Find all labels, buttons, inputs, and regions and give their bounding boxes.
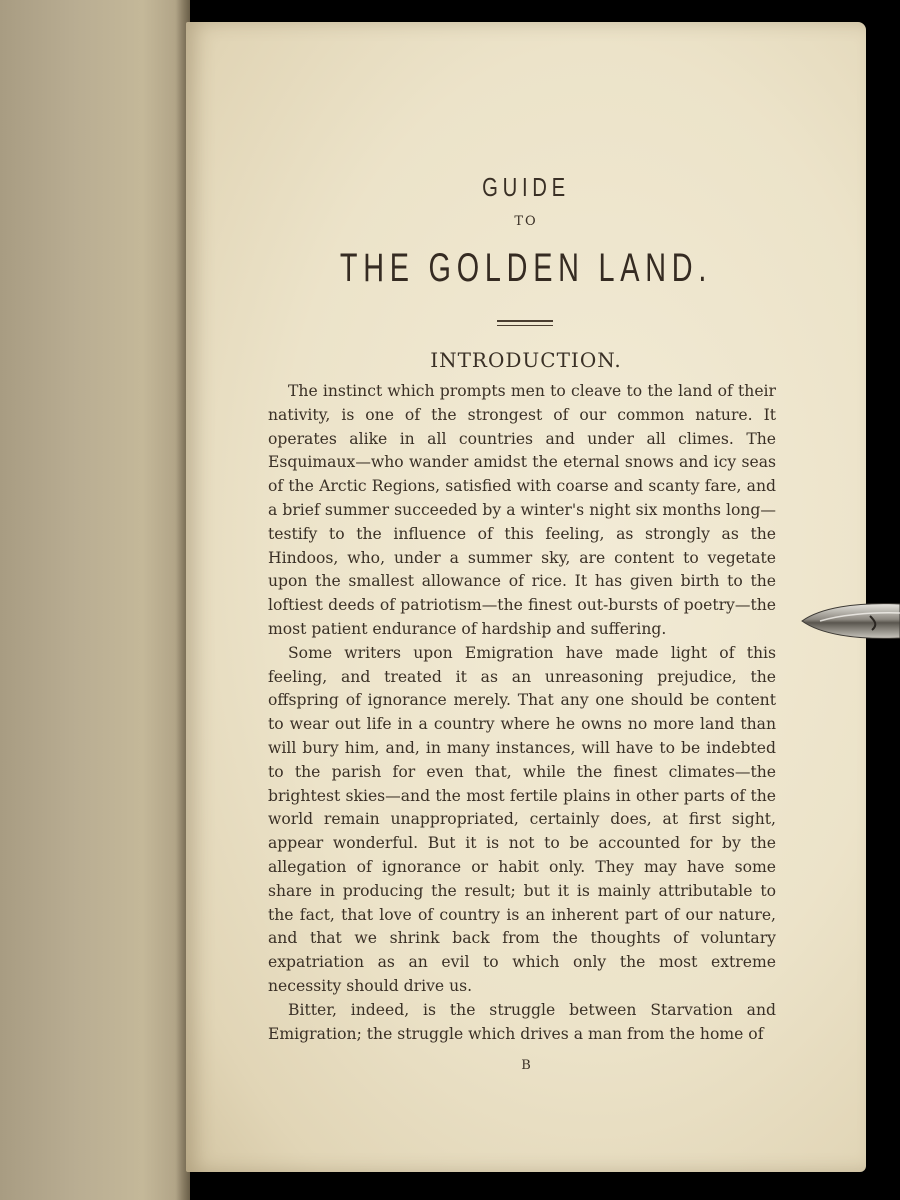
signature-mark: B: [521, 1058, 531, 1073]
title-guide: GUIDE: [482, 172, 570, 202]
book-page: [186, 22, 866, 1172]
title-to: TO: [514, 214, 538, 229]
page-title: THE GOLDEN LAND.: [339, 246, 713, 290]
left-page: [0, 0, 190, 1200]
paragraph: The instinct which prompts men to cleave to the land of their nativity, is one of the strongest of our common nature. It operates alike in all countries and under all climes. The Esquimaux—who wander amidst the eternal snows and icy seas of the Arctic Regions, satisfied with coarse and scanty fare, and a brief summer succeeded by a winter's night six months long—testify to the influence of this feeling, as strongly as the Hindoos, who, under a summer sky, are content to vegetate upon the smallest allowance of rice. It has given birth to the loftiest deeds of patriotism—the finest out-bursts of poetry—the most patient endurance of hardship and suffering.: [268, 382, 776, 638]
paragraph: Some writers upon Emigration have made light of this feeling, and treated it as an unreasoning prejudice, the offspring of ignorance merely. That any one should be content to wear out life in a country where he owns no more land than will bury him, and, in many instances, will have to be indebted to the parish for even that, while the finest climates—the brightest skies—and the most fertile plains in other parts of the world remain unappropriated, certainly does, at first sight, appear wonderful. But it is not to be accounted for by the allegation of ignorance or habit only. They may have some share in producing the result; but it is mainly attributable to the fact, that love of country is an inherent part of our nature, and that we shrink back from the thoughts of voluntary expatriation as an evil to which only the most extreme necessity should drive us.: [268, 643, 776, 995]
title-rule: [497, 320, 553, 326]
body-text: [268, 380, 776, 1046]
page-knife-icon: [800, 598, 900, 644]
paragraph: Bitter, indeed, is the struggle between Starvation and Emigration; the struggle which drives a man from the home of: [268, 1000, 776, 1043]
section-heading: INTRODUCTION.: [430, 348, 622, 372]
